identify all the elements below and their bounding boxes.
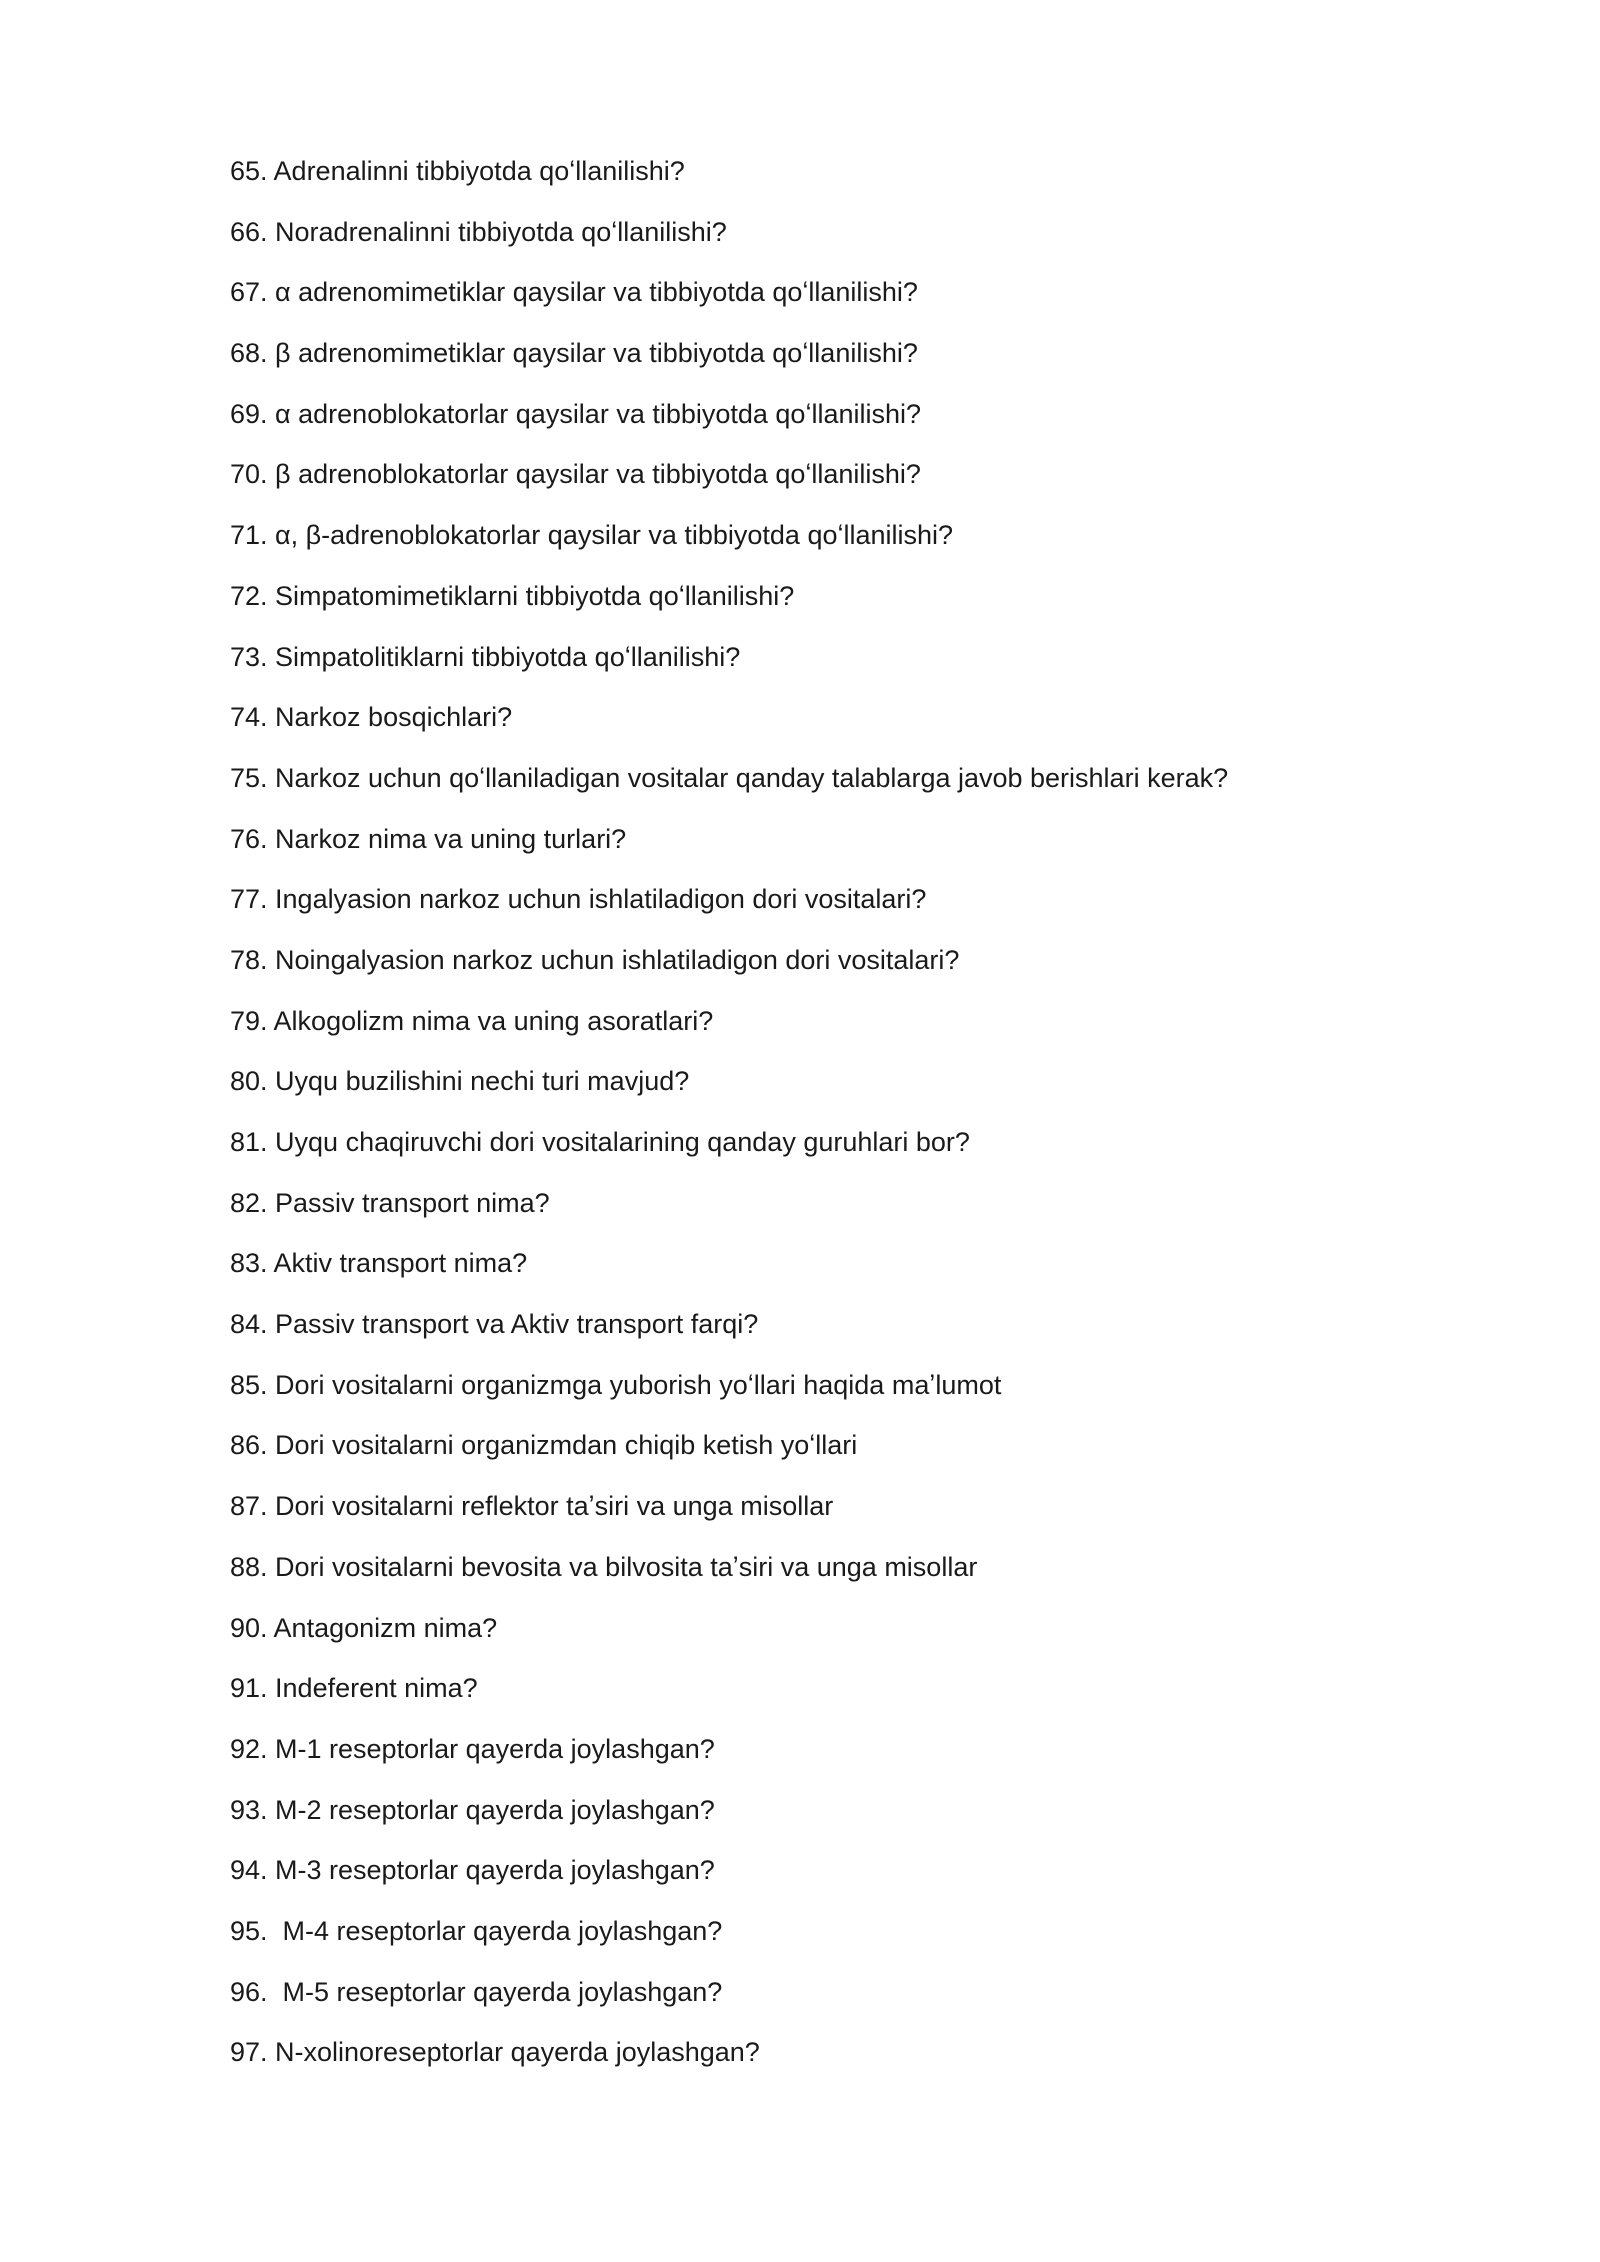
question-item: 76. Narkoz nima va uning turlari? xyxy=(230,823,627,854)
question-item: 74. Narkoz bosqichlari? xyxy=(230,702,513,733)
question-item: 66. Noradrenalinni tibbiyotda qoʻllanilishi? xyxy=(230,216,727,247)
question-item: 82. Passiv transport nima? xyxy=(230,1187,550,1218)
question-item: 94. M-3 reseptorlar qayerda joylashgan? xyxy=(230,1855,715,1886)
question-item: 71. α, β-adrenoblokatorlar qaysilar va tibbiyotda qoʻllanilishi? xyxy=(230,520,954,551)
question-item: 87. Dori vositalarni reflektor taʼsiri va unga misollar xyxy=(230,1491,834,1522)
question-item: 79. Alkogolizm nima va uning asoratlari? xyxy=(230,1005,714,1036)
question-item: 78. Noingalyasion narkoz uchun ishlatiladigon dori vositalari? xyxy=(230,944,960,975)
question-item: 80. Uyqu buzilishini nechi turi mavjud? xyxy=(230,1066,690,1097)
question-item: 68. β adrenomimetiklar qaysilar va tibbiyotda qoʻllanilishi? xyxy=(230,338,918,369)
question-item: 84. Passiv transport va Aktiv transport farqi? xyxy=(230,1309,759,1340)
question-item: 72. Simpatomimetiklarni tibbiyotda qoʻllanilishi? xyxy=(230,580,795,611)
question-item: 88. Dori vositalarni bevosita va bilvosita taʼsiri va unga misollar xyxy=(230,1551,978,1582)
question-item: 77. Ingalyasion narkoz uchun ishlatiladigon dori vositalari? xyxy=(230,884,927,915)
question-item: 86. Dori vositalarni organizmdan chiqib ketish yoʻllari xyxy=(230,1430,858,1461)
question-item: 93. M-2 reseptorlar qayerda joylashgan? xyxy=(230,1794,715,1825)
question-item: 91. Indeferent nima? xyxy=(230,1673,478,1704)
question-item: 65. Adrenalinni tibbiyotda qoʻllanilishi? xyxy=(230,156,685,186)
question-item: 96. M-5 reseptorlar qayerda joylashgan? xyxy=(230,1976,723,2007)
question-item: 83. Aktiv transport nima? xyxy=(230,1248,528,1279)
question-item: 73. Simpatolitiklarni tibbiyotda qoʻllanilishi? xyxy=(230,641,741,672)
question-list xyxy=(230,153,1480,2095)
question-item: 69. α adrenoblokatorlar qaysilar va tibbiyotda qoʻllanilishi? xyxy=(230,398,922,429)
question-item: 85. Dori vositalarni organizmga yuborish yoʻllari haqida maʼlumot xyxy=(230,1369,1002,1400)
question-item: 67. α adrenomimetiklar qaysilar va tibbiyotda qoʻllanilishi? xyxy=(230,277,918,308)
question-item: 81. Uyqu chaqiruvchi dori vositalarining qanday guruhlari bor? xyxy=(230,1127,970,1157)
question-item: 70. β adrenoblokatorlar qaysilar va tibbiyotda qoʻllanilishi? xyxy=(230,459,921,490)
question-item: 90. Antagonizm nima? xyxy=(230,1612,498,1643)
question-item: 75. Narkoz uchun qoʻllaniladigan vositalar qanday talablarga javob berishlari kerak? xyxy=(230,762,1229,793)
question-item: 92. M-1 reseptorlar qayerda joylashgan? xyxy=(230,1733,715,1764)
question-item: 95. M-4 reseptorlar qayerda joylashgan? xyxy=(230,1915,723,1946)
question-item: 97. N-xolinoreseptorlar qayerda joylashgan? xyxy=(230,2037,760,2068)
